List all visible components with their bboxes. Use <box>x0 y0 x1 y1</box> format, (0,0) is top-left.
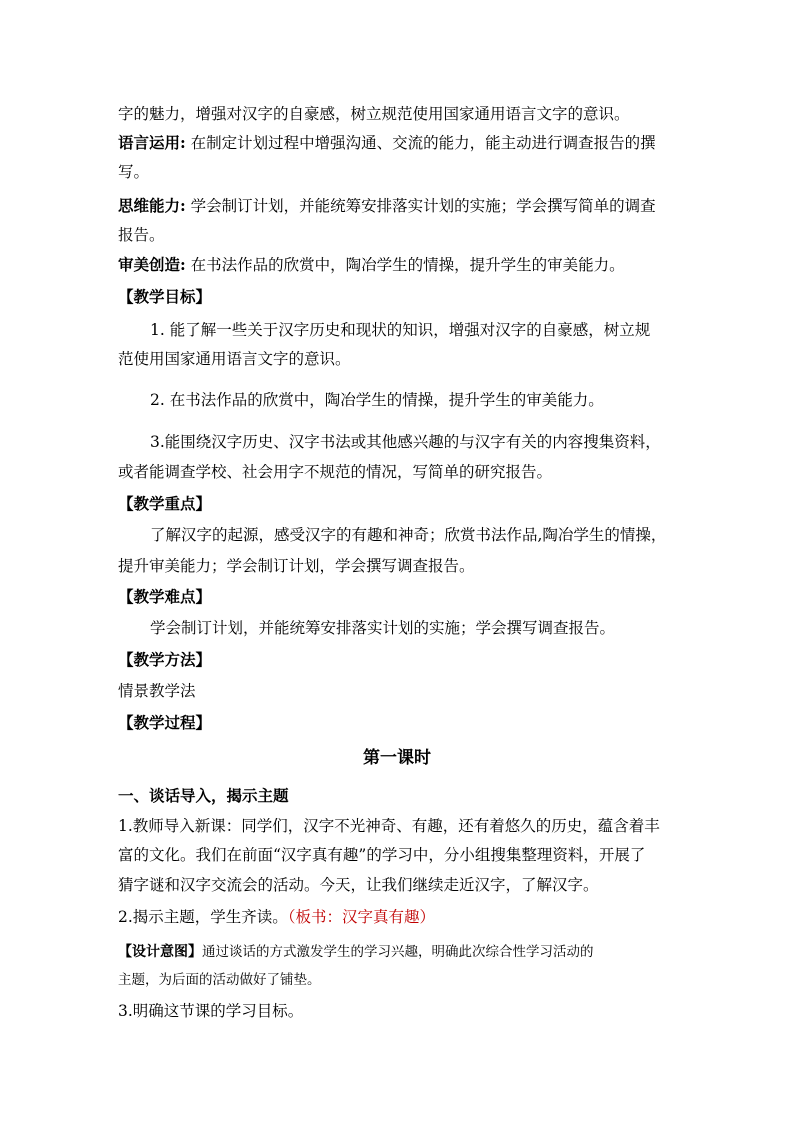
label-language-use: 语言运用: <box>118 133 186 152</box>
text-aesthetic: 在书法作品的欣赏中，陶冶学生的情操，提升学生的审美能力。 <box>185 256 625 274</box>
label-aesthetic: 审美创造: <box>118 255 186 274</box>
heading-process: 【教学过程】 <box>118 713 212 732</box>
para-3-line: 3.明确这节课的学习目标。 <box>118 1002 304 1020</box>
text-language-use: 在制定计划过程中增强沟通、交流的能力，能主动进行调查报告的撰 <box>185 134 656 152</box>
para-2-text: 2.揭示主题，学生齐读。 <box>118 908 288 926</box>
para-1-line-b: 富的文化。我们在前面“汉字真有趣”的学习中，分小组搜集整理资料，开展了 <box>118 846 646 864</box>
text-thinking: 学会制订计划，并能统筹安排落实计划的实施；学会撰写简单的调查 <box>185 197 656 215</box>
heading-goals: 【教学目标】 <box>118 287 212 306</box>
text-line-language-use <box>118 133 688 153</box>
difficulty-line: 学会制订计划，并能统筹安排落实计划的实施；学会撰写调查报告。 <box>150 619 616 637</box>
design-intent-line-b: 主题，为后面的活动做好了铺垫。 <box>118 972 321 988</box>
para-2-line <box>118 907 688 927</box>
heading-method: 【教学方法】 <box>118 650 212 669</box>
design-intent-line-a <box>118 941 688 962</box>
text-line-aesthetic <box>118 255 688 275</box>
goal-2: 2. 在书法作品的欣赏中，陶冶学生的情操，提升学生的审美能力。 <box>150 391 604 409</box>
goal-3-line-a: 3.能围绕汉字历史、汉字书法或其他感兴趣的与汉字有关的内容搜集资料， <box>150 433 661 451</box>
heading-focus: 【教学重点】 <box>118 494 212 513</box>
label-thinking: 思维能力: <box>118 196 186 215</box>
para-1-line-c: 猜字谜和汉字交流会的活动。今天，让我们继续走近汉字，了解汉字。 <box>118 876 599 894</box>
text-line: 字的魅力，增强对汉字的自豪感，树立规范使用国家通用语言文字的意识。 <box>118 105 630 123</box>
lesson-title: 第一课时 <box>363 748 431 768</box>
design-intent-label: 【设计意图】 <box>118 944 202 960</box>
design-intent-text: 通过谈话的方式激发学生的学习兴趣，明确此次综合性学习活动的 <box>202 944 594 960</box>
blackboard-note: （板书：汉字真有趣） <box>287 908 436 926</box>
text-line: 写。 <box>118 163 150 181</box>
text-line: 报告。 <box>118 226 165 244</box>
goal-1-line-b: 范使用国家通用语言文字的意识。 <box>118 350 351 368</box>
method-line: 情景教学法 <box>118 682 196 700</box>
focus-line-b: 提升审美能力；学会制订计划，学会撰写调查报告。 <box>118 557 475 575</box>
focus-line-a: 了解汉字的起源，感受汉字的有趣和神奇；欣赏书法作品,陶冶学生的情操， <box>150 526 667 544</box>
section-1-heading: 一、谈话导入，揭示主题 <box>118 786 289 805</box>
text-line-thinking <box>118 196 688 216</box>
para-1-line-a: 1.教师导入新课：同学们，汉字不光神奇、有趣，还有着悠久的历史，蕴含着丰 <box>118 817 660 835</box>
goal-1-line-a: 1. 能了解一些关于汉字历史和现状的知识，增强对汉字的自豪感，树立规 <box>150 321 651 339</box>
heading-difficulty: 【教学难点】 <box>118 587 212 606</box>
goal-3-line-b: 或者能调查学校、社会用字不规范的情况，写简单的研究报告。 <box>118 463 553 481</box>
